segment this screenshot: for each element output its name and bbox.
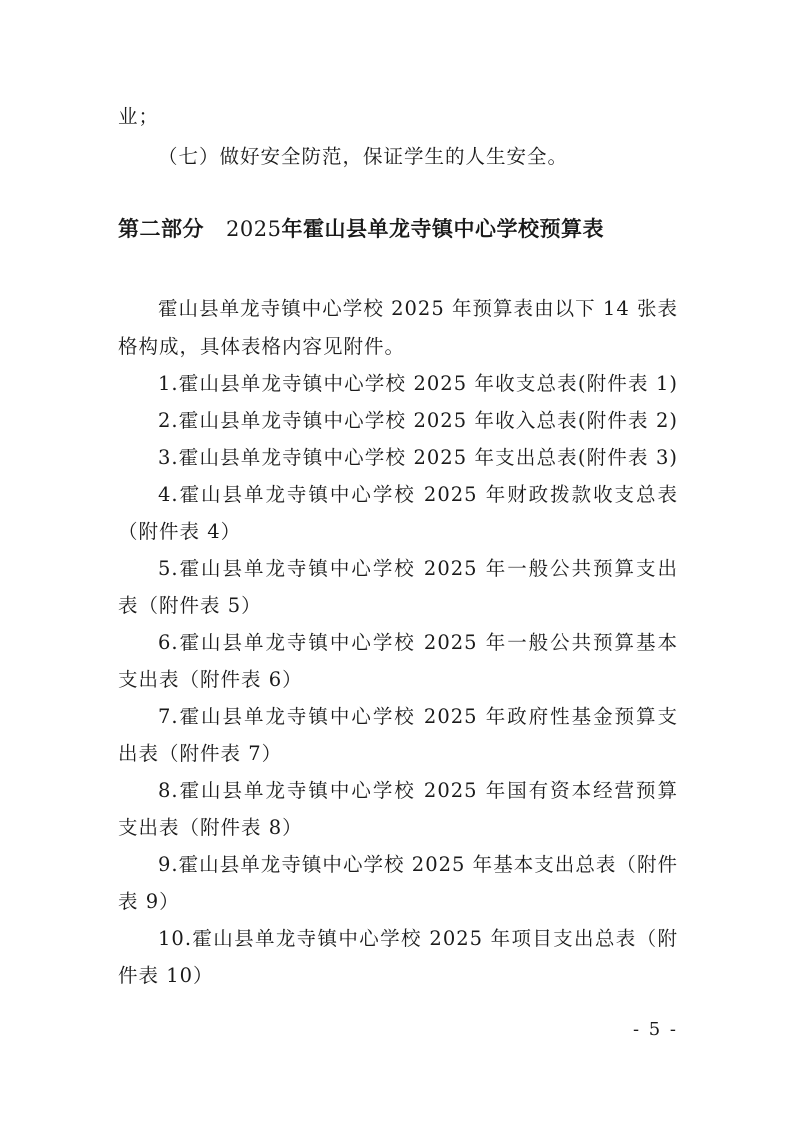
list-item-continued: 件表 10） xyxy=(118,964,214,987)
list-item-continued: 表 9） xyxy=(118,890,180,913)
list-item-continued: 出表（附件表 7） xyxy=(118,742,283,765)
heading-title: 年霍山县单龙寺镇中心学校预算表 xyxy=(281,217,604,241)
text-line: 格构成，具体表格内容见附件。 xyxy=(118,335,406,358)
list-item-continued: 表（附件表 5） xyxy=(118,594,262,617)
text-line: 霍山县单龙寺镇中心学校 2025 年预算表由以下 14 张表 xyxy=(158,297,678,320)
heading-part: 第二部分 xyxy=(118,217,204,241)
list-item: 3.霍山县单龙寺镇中心学校 2025 年支出总表(附件表 3) xyxy=(158,446,678,469)
list-item: 2.霍山县单龙寺镇中心学校 2025 年收入总表(附件表 2) xyxy=(158,409,678,432)
list-item-continued: （附件表 4） xyxy=(118,520,242,543)
section-heading xyxy=(118,214,678,244)
list-item: 5.霍山县单龙寺镇中心学校 2025 年一般公共预算支出 xyxy=(158,557,678,580)
text-line: （七）做好安全防范，保证学生的人生安全。 xyxy=(158,145,569,168)
heading-year: 2025 xyxy=(226,217,282,241)
list-item-continued: 支出表（附件表 6） xyxy=(118,668,303,691)
page-number: - 5 - xyxy=(632,1019,678,1040)
text-line: 业； xyxy=(118,105,160,128)
list-item-continued: 支出表（附件表 8） xyxy=(118,816,303,839)
list-item: 4.霍山县单龙寺镇中心学校 2025 年财政拨款收支总表 xyxy=(158,483,678,506)
list-item: 1.霍山县单龙寺镇中心学校 2025 年收支总表(附件表 1) xyxy=(158,372,678,395)
list-item: 6.霍山县单龙寺镇中心学校 2025 年一般公共预算基本 xyxy=(158,631,678,654)
list-item: 10.霍山县单龙寺镇中心学校 2025 年项目支出总表（附 xyxy=(158,927,678,950)
list-item: 9.霍山县单龙寺镇中心学校 2025 年基本支出总表（附件 xyxy=(158,853,678,876)
list-item: 8.霍山县单龙寺镇中心学校 2025 年国有资本经营预算 xyxy=(158,779,678,802)
list-item: 7.霍山县单龙寺镇中心学校 2025 年政府性基金预算支 xyxy=(158,705,678,728)
